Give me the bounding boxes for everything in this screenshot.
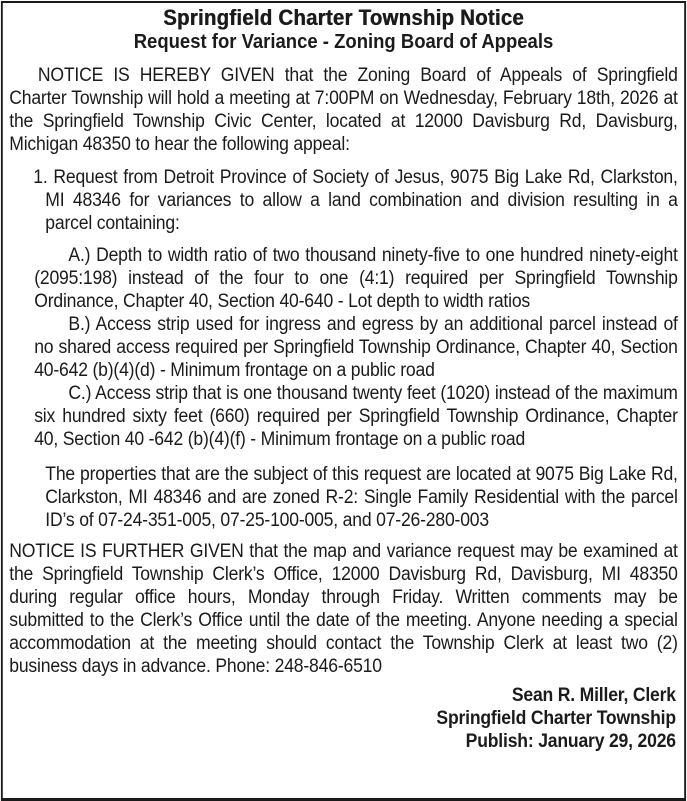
appeal-item-number: 1.: [33, 167, 48, 188]
signature-publish-date: Publish: January 29, 2026: [465, 731, 676, 752]
variance-paragraph-c: [9, 382, 677, 451]
intro-paragraph: NOTICE IS HEREBY GIVEN that the Zoning Board of Appeals of Springfield Charter Township will hold a meeting at 7:00PM on Wednesday, February 18th, 2026 at the Springfield Township Civic Center, located at 12000 Davisburg Rd, Davisburg, Michigan 48350 to hear the following appeal:: [9, 65, 678, 155]
further-notice-paragraph: NOTICE IS FURTHER GIVEN that the map and variance request may be examined at the Springfield Township Clerk’s Office, 12000 Davisburg Rd, Davisburg, MI 48350 during regular office hours, Monday through Friday. Written comments may be submitted to the Clerk’s Office until the date of the meeting. Anyone needing a special accommodation at the meeting should contact the Township Clerk at least two (2) business days in advance. Phone: 248-846-6510: [9, 541, 678, 677]
variance-text-c: Access strip that is one thousand twenty feet (1020) instead of the maximum six hundred sixty feet (660) required per Springfield Township Ordinance, Chapter 40, Section 40 -642 (b)(4)(f) - Minimum frontage on a public road: [34, 383, 678, 450]
variance-list: [9, 244, 677, 451]
properties-paragraph: The properties that are the subject of this request are located at 9075 Big Lake Rd, Clarkston, MI 48346 and are zoned R-2: Single Family Residential with the parcel ID’s of 07-24-351-005, 07-25-100-005, and 07-26-280-003: [45, 464, 678, 531]
variance-paragraph-b: [9, 313, 677, 382]
appeal-item-text: Request from Detroit Province of Society of Jesus, 9075 Big Lake Rd, Clarkston, MI 48346 for variances to allow a land combination and division resulting in a parcel containing:: [45, 167, 678, 234]
variance-label-b: B.): [68, 314, 91, 335]
signature-block: [9, 684, 677, 753]
variance-text-a: Depth to width ratio of two thousand ninety-five to one hundred ninety-eight (2095:198) instead of the four to one (4:1) required per Springfield Township Ordinance, Chapter 40, Section 40-640 - Lot depth to width ratios: [34, 245, 678, 312]
notice-sheet: [1, 1, 686, 801]
variance-text-b: Access strip used for ingress and egress by an additional parcel instead of no shared access required per Springfield Township Ordinance, Chapter 40, Section 40-642 (b)(4)(d) - Minimum frontage on a public road: [34, 314, 678, 381]
signature-clerk-name: Sean R. Miller, Clerk: [511, 685, 676, 706]
variance-label-c: C.): [68, 383, 92, 404]
legal-notice-page: [0, 1, 687, 801]
notice-title: Springfield Charter Township Notice: [163, 5, 524, 30]
variance-label-a: A.): [68, 245, 91, 266]
notice-subtitle: Request for Variance - Zoning Board of Appeals: [133, 31, 554, 53]
appeal-item-1: [9, 166, 677, 235]
signature-township: Springfield Charter Township: [436, 708, 676, 729]
variance-paragraph-a: [9, 244, 677, 313]
